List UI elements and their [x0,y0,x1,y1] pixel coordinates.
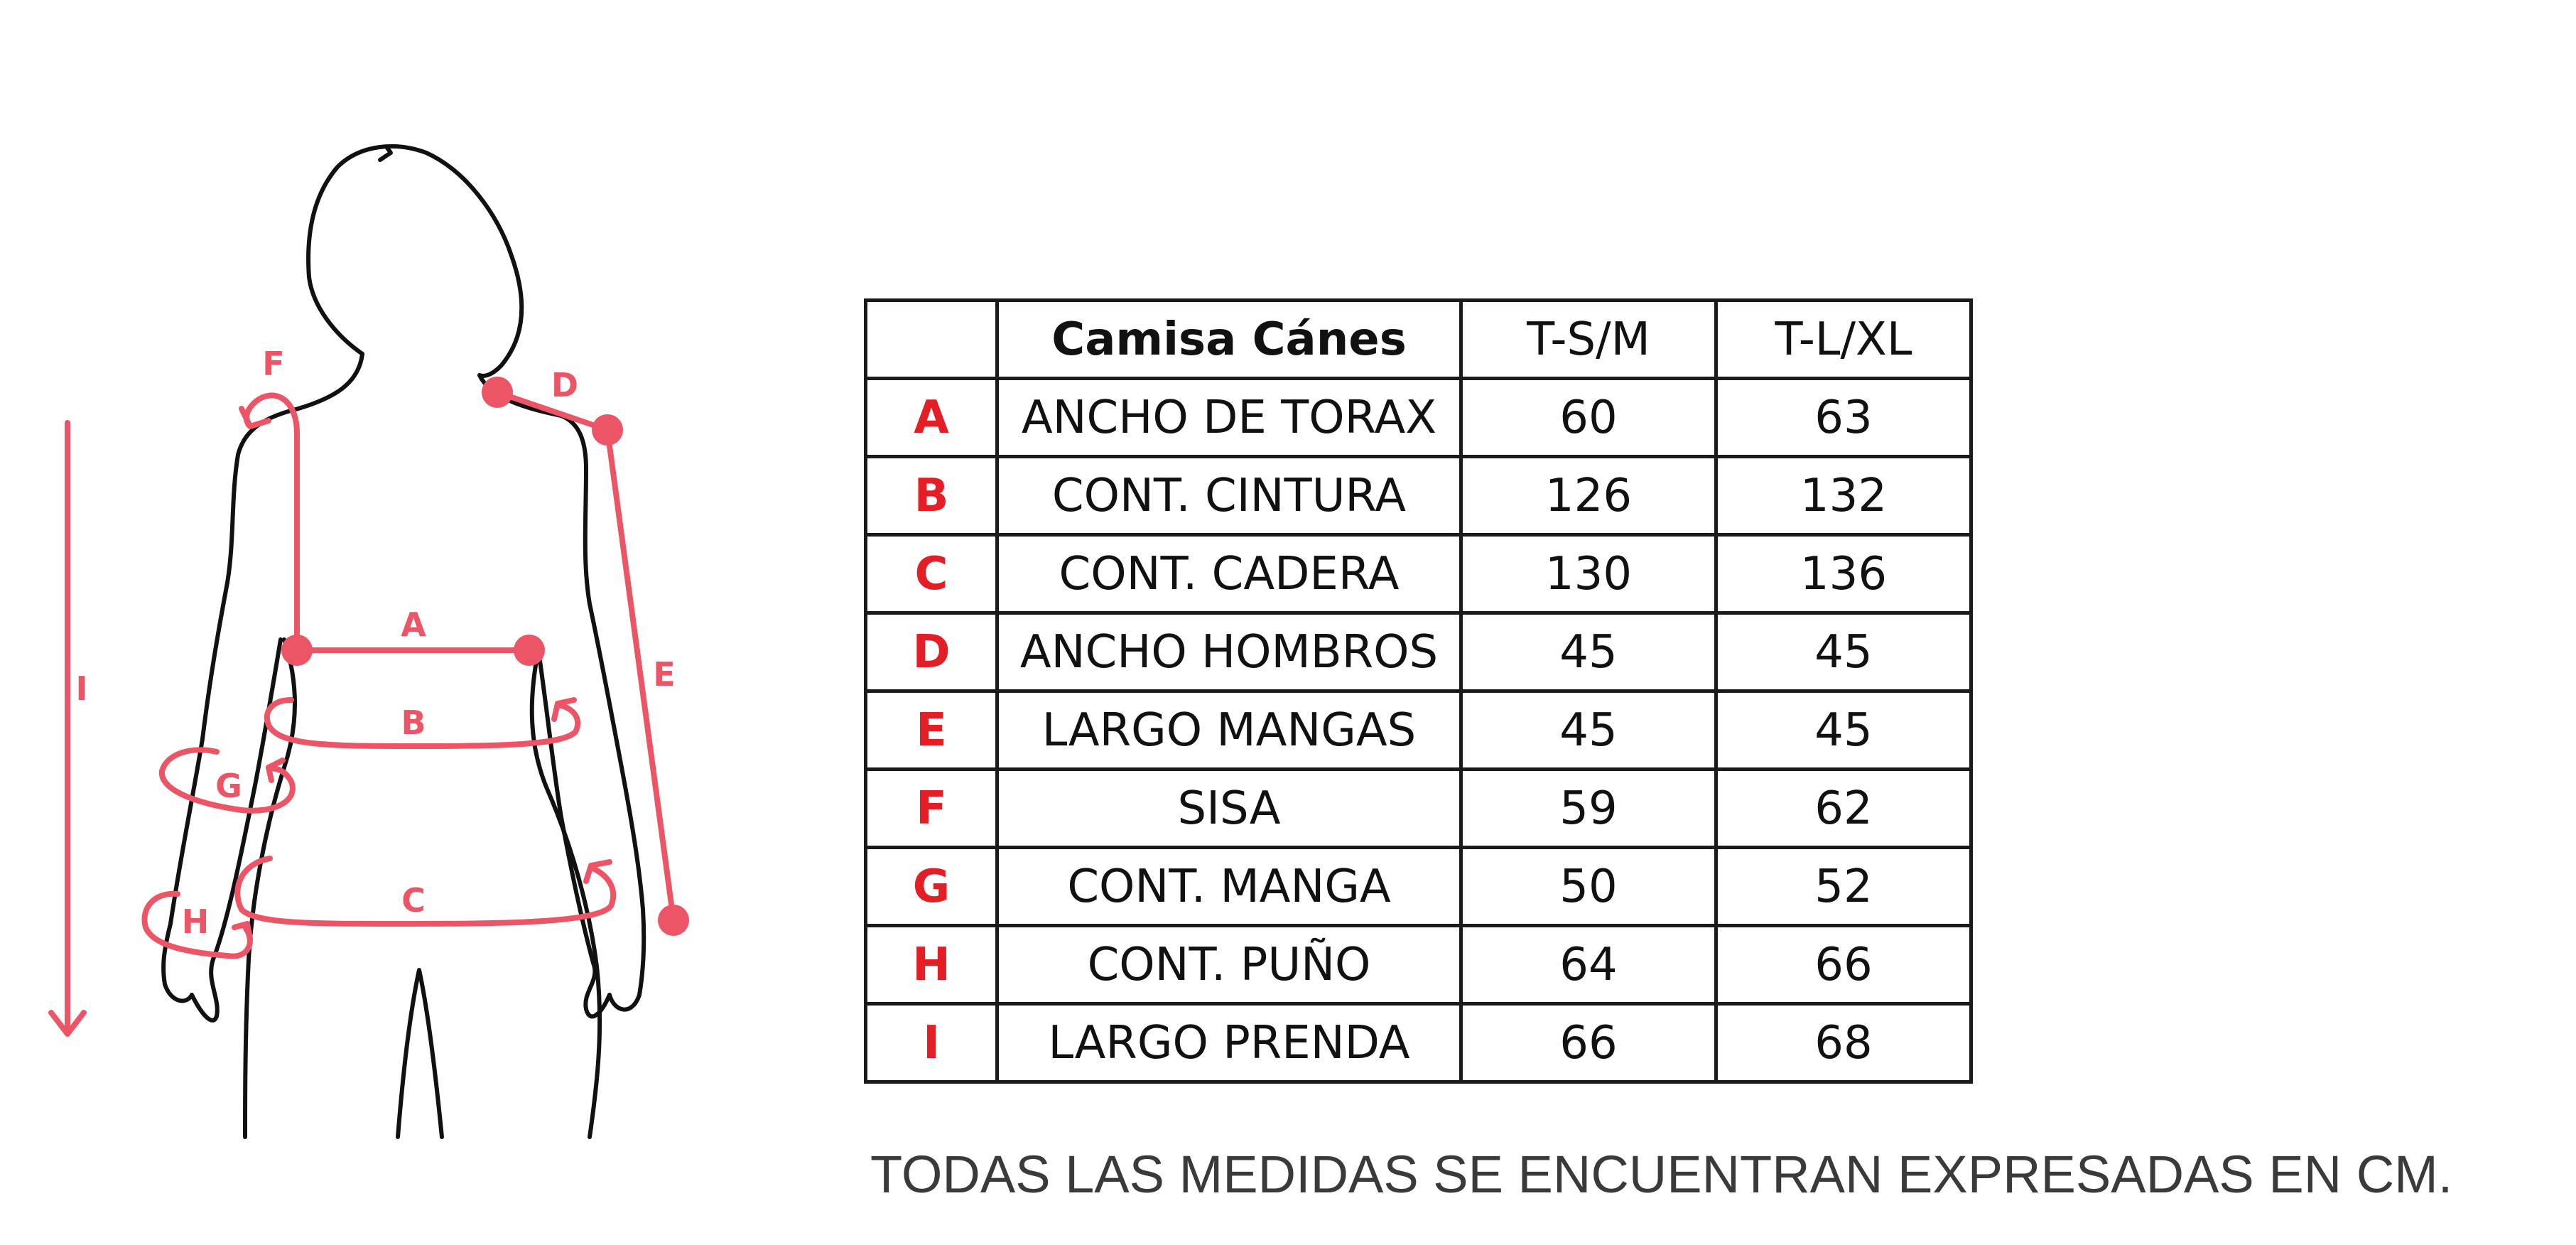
row-value-lxl: 45 [1716,691,1971,770]
header-size-sm: T-S/M [1461,301,1716,379]
row-value-sm: 45 [1461,613,1716,691]
table-row [866,926,1971,1004]
row-letter: F [866,770,997,848]
units-note: TODAS LAS MEDIDAS SE ENCUENTRAN EXPRESADAS EN CM. [870,1145,2453,1204]
table-row [866,770,1971,848]
row-measure-name: CONT. CINTURA [997,457,1461,535]
header-garment-name: Camisa Cánes [997,301,1461,379]
table-row [866,379,1971,457]
measurement-labels [75,345,675,941]
row-letter: I [866,1004,997,1082]
row-letter: G [866,848,997,926]
label-i: I [75,669,88,708]
label-g: G [215,767,242,805]
label-d: D [551,366,579,404]
row-value-lxl: 52 [1716,848,1971,926]
row-value-lxl: 62 [1716,770,1971,848]
row-measure-name: LARGO PRENDA [997,1004,1461,1082]
label-h: H [181,902,210,941]
table-row [866,691,1971,770]
label-f: F [262,345,285,383]
row-measure-name: CONT. PUÑO [997,926,1461,1004]
table-header-row [866,301,1971,379]
label-c: C [401,881,426,920]
header-size-lxl: T-L/XL [1716,301,1971,379]
row-letter: D [866,613,997,691]
row-measure-name: ANCHO HOMBROS [997,613,1461,691]
table-row [866,848,1971,926]
row-value-lxl: 66 [1716,926,1971,1004]
label-a: A [401,605,426,644]
table-row [866,1004,1971,1082]
table-row [866,535,1971,613]
row-value-lxl: 132 [1716,457,1971,535]
row-value-sm: 126 [1461,457,1716,535]
measurement-marks [51,392,676,1034]
row-value-lxl: 136 [1716,535,1971,613]
row-letter: E [866,691,997,770]
table-row [866,457,1971,535]
row-letter: B [866,457,997,535]
row-letter: C [866,535,997,613]
row-measure-name: CONT. CADERA [997,535,1461,613]
row-value-lxl: 68 [1716,1004,1971,1082]
row-measure-name: ANCHO DE TORAX [997,379,1461,457]
row-value-sm: 130 [1461,535,1716,613]
row-letter: H [866,926,997,1004]
row-value-sm: 50 [1461,848,1716,926]
row-letter: A [866,379,997,457]
size-table [864,298,1973,1084]
row-measure-name: LARGO MANGAS [997,691,1461,770]
row-value-sm: 45 [1461,691,1716,770]
row-value-sm: 60 [1461,379,1716,457]
row-value-sm: 59 [1461,770,1716,848]
header-blank-cell [866,301,997,379]
table-row [866,613,1971,691]
measurement-dots [281,377,689,936]
label-e: E [653,655,676,694]
row-measure-name: CONT. MANGA [997,848,1461,926]
label-b: B [401,704,426,742]
row-value-sm: 64 [1461,926,1716,1004]
row-value-lxl: 63 [1716,379,1971,457]
row-measure-name: SISA [997,770,1461,848]
body-measurement-diagram [0,0,710,1245]
row-value-lxl: 45 [1716,613,1971,691]
row-value-sm: 66 [1461,1004,1716,1082]
